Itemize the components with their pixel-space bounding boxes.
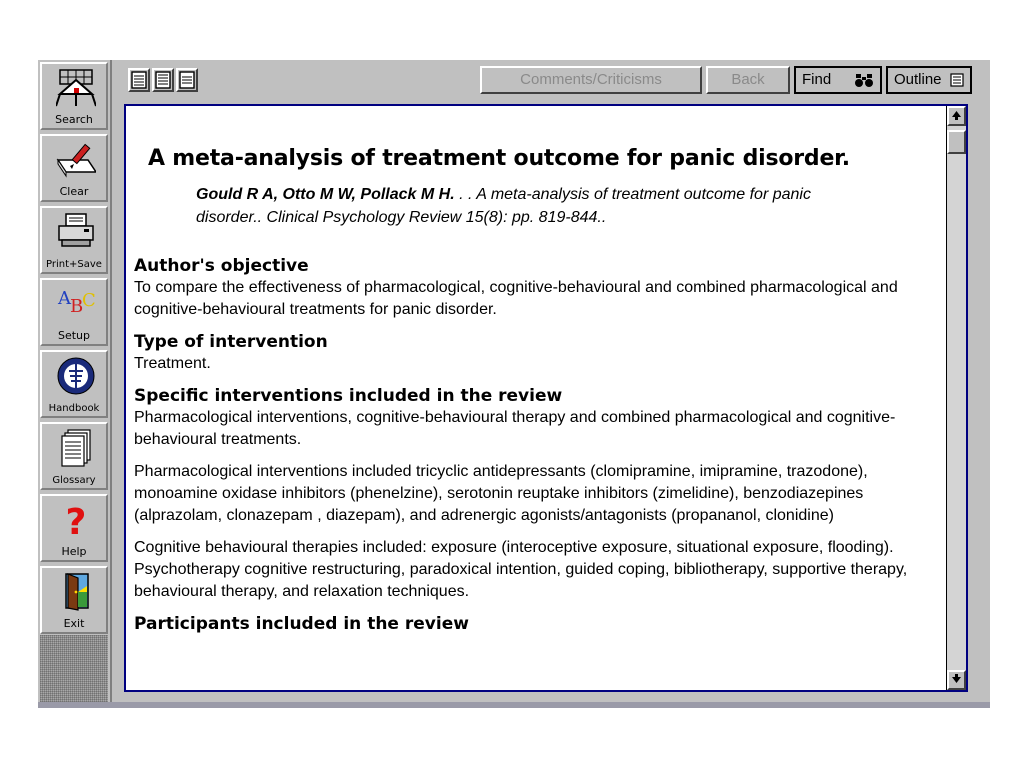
section-authors-objective bbox=[134, 255, 944, 321]
vertical-scrollbar[interactable] bbox=[946, 106, 966, 690]
svg-text:B: B bbox=[70, 296, 84, 317]
house-icon bbox=[56, 68, 96, 108]
door-icon bbox=[56, 572, 96, 612]
glossary-button[interactable] bbox=[40, 422, 108, 490]
find-button[interactable] bbox=[794, 66, 882, 94]
outline-list-icon bbox=[950, 73, 964, 87]
section-paragraph: Cognitive behavioural therapies included: exposure (interoceptive exposure, situational exposure, flooding). Psychotherapy cognitive restructuring, paradoxical intention, guided coping, bibliotherapy, supportive therapy, behavioural therapy, and relaxation techniques. bbox=[134, 539, 908, 600]
view-mode-3-button[interactable] bbox=[176, 68, 198, 92]
sidebar-item-label: Help bbox=[61, 545, 87, 558]
document-icon bbox=[178, 70, 196, 90]
section-specific-interventions bbox=[134, 385, 944, 603]
print-save-button[interactable] bbox=[40, 206, 108, 274]
section-heading: Participants included in the review bbox=[134, 614, 469, 634]
binoculars-icon bbox=[854, 72, 874, 88]
arrow-up-icon bbox=[949, 108, 964, 122]
section-heading: Author's objective bbox=[134, 256, 309, 276]
svg-text:A: A bbox=[58, 288, 71, 309]
citation bbox=[196, 183, 876, 229]
help-button[interactable] bbox=[40, 494, 108, 562]
citation-text: . . A meta-analysis of treatment outcome for panic disorder.. Clinical Psychology Review 15(8): pp. 819-844.. bbox=[196, 186, 811, 226]
scroll-up-button[interactable] bbox=[947, 106, 966, 126]
arrow-down-icon bbox=[949, 672, 964, 686]
document-body bbox=[134, 146, 944, 635]
document-viewer[interactable] bbox=[124, 104, 968, 692]
sidebar-item-label: Setup bbox=[57, 329, 91, 342]
sidebar-item-label: Handbook bbox=[48, 403, 100, 414]
document-title: A meta-analysis of treatment outcome for panic disorder. bbox=[148, 146, 850, 171]
scroll-down-button[interactable] bbox=[947, 670, 966, 690]
search-button[interactable] bbox=[40, 62, 108, 130]
section-heading: Specific interventions included in the review bbox=[134, 386, 563, 406]
pages-icon bbox=[56, 428, 96, 468]
find-label: Find bbox=[802, 71, 832, 88]
svg-text:C: C bbox=[82, 290, 96, 311]
document-icon bbox=[154, 70, 172, 90]
sidebar-item-label: Exit bbox=[63, 617, 85, 630]
sidebar-item-label: Search bbox=[55, 113, 93, 126]
document-icon bbox=[130, 70, 148, 90]
handbook-logo-icon bbox=[56, 356, 96, 396]
outline-button[interactable] bbox=[886, 66, 972, 94]
sidebar-filler bbox=[40, 635, 108, 708]
outline-label: Outline bbox=[894, 71, 942, 88]
section-paragraph: To compare the effectiveness of pharmacological, cognitive-behavioural and combined pharmacological and cognitive-behavioural treatments for panic disorder. bbox=[134, 279, 898, 318]
question-mark-icon bbox=[56, 500, 96, 540]
section-participants bbox=[134, 613, 944, 635]
section-paragraph: Pharmacological interventions, cognitive-behavioural therapy and combined pharmacological and cognitive-behavioural treatments. bbox=[134, 409, 896, 448]
back-button[interactable]: Back bbox=[706, 66, 790, 94]
abc-icon bbox=[56, 284, 96, 324]
scroll-thumb[interactable] bbox=[947, 130, 966, 154]
sidebar bbox=[38, 60, 110, 708]
view-mode-1-button[interactable] bbox=[128, 68, 150, 92]
sidebar-item-label: Print+Save bbox=[46, 259, 102, 270]
sidebar-item-label: Clear bbox=[59, 185, 89, 198]
section-paragraph: Pharmacological interventions included tricyclic antidepressants (clomipramine, imipramine, trazodone), monoamine oxidase inhibitors (phenelzine), serotonin reuptake inhibitors (zimelidine), benzodiazepines (alprazolam, clonazepam , diazepam), and adrenergic agonists/antagonists (propananol, clonidine) bbox=[134, 463, 868, 524]
toolbar bbox=[112, 60, 990, 100]
section-paragraph: Treatment. bbox=[134, 355, 211, 372]
printer-icon bbox=[56, 212, 96, 252]
handbook-button[interactable] bbox=[40, 350, 108, 418]
section-type-of-intervention bbox=[134, 331, 944, 375]
eraser-icon bbox=[56, 140, 96, 180]
setup-button[interactable] bbox=[40, 278, 108, 346]
sidebar-item-label: Glossary bbox=[52, 475, 96, 486]
citation-authors: Gould R A, Otto M W, Pollack M H. bbox=[196, 186, 455, 203]
app-window bbox=[38, 60, 990, 708]
exit-button[interactable] bbox=[40, 566, 108, 634]
svg-text:?: ? bbox=[65, 502, 87, 540]
comments-criticisms-button[interactable]: Comments/Criticisms bbox=[480, 66, 702, 94]
view-mode-2-button[interactable] bbox=[152, 68, 174, 92]
main-panel bbox=[110, 60, 990, 708]
section-heading: Type of intervention bbox=[134, 332, 328, 352]
clear-button[interactable] bbox=[40, 134, 108, 202]
bottom-border bbox=[38, 702, 990, 708]
